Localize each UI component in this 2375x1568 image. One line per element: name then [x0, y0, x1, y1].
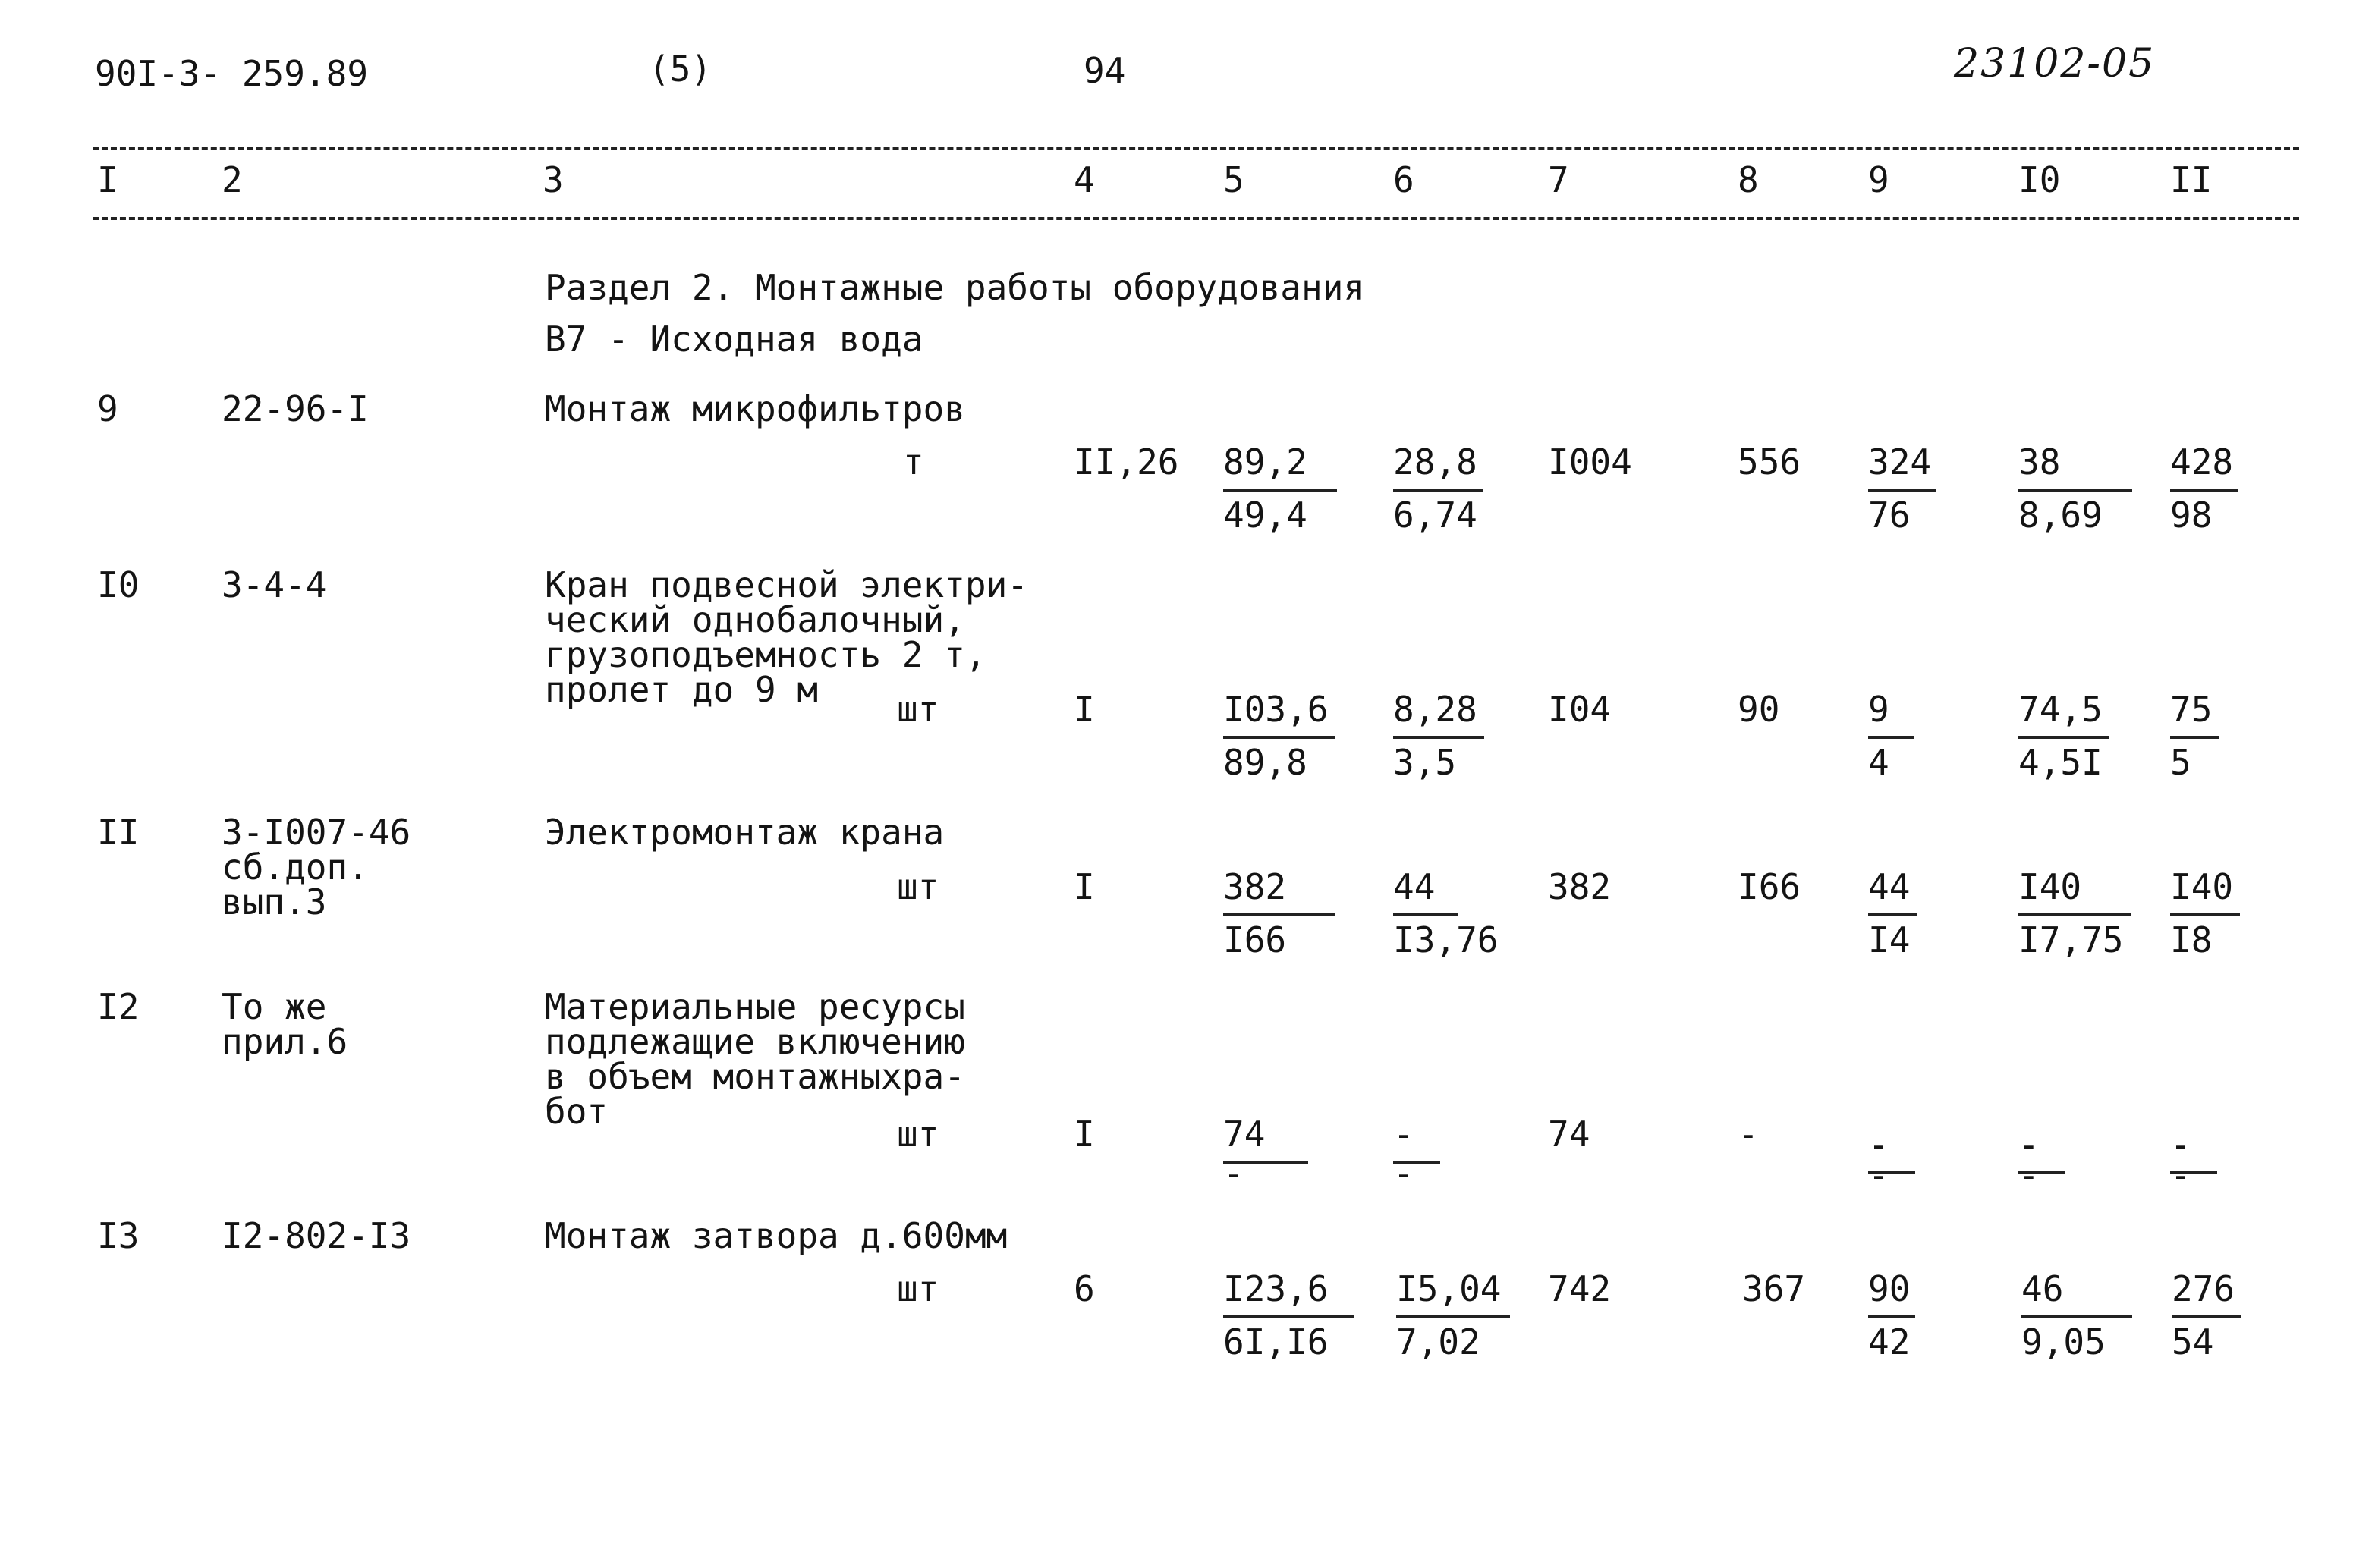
row-description: Монтаж затвора д.600мм	[545, 1215, 1008, 1256]
fraction-top: 74,5	[2018, 689, 2103, 730]
description-line: грузоподъемность 2 т,	[545, 634, 986, 675]
fraction-bar	[1393, 489, 1483, 492]
fraction-bar	[1868, 736, 1914, 739]
fraction-bottom: 76	[1868, 495, 1911, 536]
row-quantity: I	[1074, 1114, 1095, 1155]
fraction-top: 38	[2018, 441, 2061, 482]
row-number: II	[97, 812, 140, 853]
fraction-top: 9	[1868, 689, 1889, 730]
row-number: 9	[97, 388, 118, 429]
fraction-bar	[1223, 913, 1335, 916]
fraction-top: 89,2	[1223, 441, 1307, 482]
fraction-top: 75	[2170, 689, 2213, 730]
fraction-bottom: I3,76	[1393, 919, 1499, 960]
fraction-top: 44	[1393, 866, 1436, 907]
code-line: сб.доп.	[222, 847, 369, 888]
description-line: Материальные ресурсы	[545, 986, 965, 1027]
fraction-top: I40	[2170, 866, 2234, 907]
cell-col7: I04	[1548, 689, 1612, 730]
cell-col7: 74	[1548, 1114, 1590, 1155]
code-line: 3-I007-46	[222, 812, 411, 853]
fraction-bottom: 8,69	[2018, 495, 2103, 536]
row-number: I2	[97, 986, 140, 1027]
cell-col8: I66	[1738, 866, 1801, 907]
fraction-bar	[1396, 1315, 1510, 1318]
code-line: вып.3	[222, 881, 327, 922]
cell-col7: I004	[1548, 441, 1632, 482]
fraction-top: 28,8	[1393, 441, 1477, 482]
fraction-top: 46	[2021, 1268, 2064, 1309]
cell-col8: 367	[1742, 1268, 1806, 1309]
fraction-bottom: I8	[2170, 919, 2213, 960]
column-header: 2	[222, 159, 243, 200]
fraction-bar	[2170, 913, 2240, 916]
handwritten-stamp: 23102-05	[1954, 41, 2156, 86]
fraction-bar	[1223, 489, 1337, 492]
row-number: I0	[97, 564, 140, 605]
column-header: I0	[2018, 159, 2061, 200]
fraction-top: I40	[2018, 866, 2082, 907]
description-line: подлежащие включению	[545, 1021, 965, 1062]
fraction-bottom: I66	[1223, 919, 1287, 960]
row-unit: шт	[897, 1268, 939, 1309]
fraction-bottom: 7,02	[1396, 1321, 1480, 1362]
fraction-bottom: 6I,I6	[1223, 1321, 1329, 1362]
fraction-bottom: 3,5	[1393, 742, 1457, 783]
fraction-top: I5,04	[1396, 1268, 1502, 1309]
header-top-rule	[93, 147, 2299, 150]
fraction-bar	[1223, 1315, 1354, 1318]
section-subtitle: В7 - Исходная вода	[545, 319, 923, 360]
fraction-top: 276	[2172, 1268, 2235, 1309]
fraction-bar	[1393, 913, 1458, 916]
fraction-top: -	[1393, 1114, 1414, 1155]
column-header: 7	[1548, 159, 1569, 200]
row-code: 3-4-4	[222, 564, 327, 605]
column-header: 5	[1223, 159, 1244, 200]
fraction-bottom: 98	[2170, 495, 2213, 536]
description-line: в объем монтажныхра-	[545, 1056, 965, 1097]
column-header: 8	[1738, 159, 1759, 200]
fraction-bar	[1868, 913, 1917, 916]
sheet-reference: (5)	[649, 49, 712, 90]
row-unit: шт	[897, 866, 939, 907]
fraction-bottom: 4,5I	[2018, 742, 2103, 783]
fraction-bottom: -	[1868, 1155, 1889, 1196]
fraction-top: -	[2018, 1124, 2040, 1165]
fraction-bottom: -	[1223, 1153, 1244, 1194]
header-bottom-rule	[93, 217, 2299, 220]
row-description: Монтаж микрофильтров	[545, 388, 965, 429]
row-quantity: II,26	[1074, 441, 1179, 482]
cell-col7: 382	[1548, 866, 1612, 907]
page-number: 94	[1084, 50, 1126, 91]
fraction-bottom: -	[2018, 1155, 2040, 1196]
row-code: I2-802-I3	[222, 1215, 411, 1256]
fraction-bottom: 5	[2170, 742, 2191, 783]
fraction-top: 428	[2170, 441, 2234, 482]
column-header: I	[97, 159, 118, 200]
description-line: ческий однобалочный,	[545, 599, 965, 640]
description-line: бот	[545, 1091, 609, 1132]
fraction-bottom: I7,75	[2018, 919, 2124, 960]
fraction-bottom: 49,4	[1223, 495, 1307, 536]
row-description: Электромонтаж крана	[545, 812, 945, 853]
fraction-bar	[1393, 736, 1484, 739]
fraction-bottom: -	[2170, 1155, 2191, 1196]
code-line: То же	[222, 986, 327, 1027]
fraction-top: 382	[1223, 866, 1287, 907]
description-line: пролет до 9 м	[545, 669, 819, 710]
fraction-bar	[2018, 736, 2109, 739]
fraction-bar	[2018, 489, 2132, 492]
column-header: 9	[1868, 159, 1889, 200]
fraction-bottom: -	[1393, 1153, 1414, 1194]
fraction-bottom: 9,05	[2021, 1321, 2106, 1362]
fraction-top: I03,6	[1223, 689, 1329, 730]
fraction-top: 74	[1223, 1114, 1266, 1155]
fraction-bar	[2170, 736, 2219, 739]
fraction-bar	[1223, 736, 1335, 739]
row-unit: шт	[897, 1114, 939, 1155]
fraction-bar	[2021, 1315, 2132, 1318]
column-header: 4	[1074, 159, 1095, 200]
fraction-bottom: I4	[1868, 919, 1911, 960]
fraction-top: 324	[1868, 441, 1932, 482]
fraction-bar	[2170, 489, 2238, 492]
row-number: I3	[97, 1215, 140, 1256]
row-code	[222, 812, 411, 922]
fraction-top: 90	[1868, 1268, 1911, 1309]
fraction-bottom: 4	[1868, 742, 1889, 783]
column-header: 6	[1393, 159, 1414, 200]
row-unit: шт	[897, 689, 939, 730]
document-code: 90I-3- 259.89	[95, 53, 369, 94]
fraction-bar	[1868, 489, 1936, 492]
fraction-bar	[1868, 1315, 1915, 1318]
row-description	[545, 986, 965, 1132]
fraction-bottom: 89,8	[1223, 742, 1307, 783]
fraction-top: -	[2170, 1124, 2191, 1165]
fraction-bar	[2172, 1315, 2241, 1318]
fraction-bottom: 42	[1868, 1321, 1911, 1362]
column-header: 3	[543, 159, 564, 200]
row-code: 22-96-I	[222, 388, 369, 429]
cell-col8: -	[1738, 1114, 1759, 1155]
cell-col8: 556	[1738, 441, 1801, 482]
description-line: Кран подвесной электри-	[545, 564, 1028, 605]
row-unit: т	[903, 441, 924, 482]
row-quantity: I	[1074, 866, 1095, 907]
column-header: II	[2170, 159, 2213, 200]
cell-col7: 742	[1548, 1268, 1612, 1309]
row-quantity: I	[1074, 689, 1095, 730]
fraction-top: I23,6	[1223, 1268, 1329, 1309]
fraction-top: 44	[1868, 866, 1911, 907]
fraction-bottom: 54	[2172, 1321, 2214, 1362]
fraction-top: 8,28	[1393, 689, 1477, 730]
row-code	[222, 986, 348, 1062]
code-line: прил.6	[222, 1021, 348, 1062]
fraction-bottom: 6,74	[1393, 495, 1477, 536]
row-quantity: 6	[1074, 1268, 1095, 1309]
section-title: Раздел 2. Монтажные работы оборудования	[545, 267, 1365, 308]
fraction-top: -	[1868, 1124, 1889, 1165]
cell-col8: 90	[1738, 689, 1780, 730]
fraction-bar	[2018, 913, 2131, 916]
